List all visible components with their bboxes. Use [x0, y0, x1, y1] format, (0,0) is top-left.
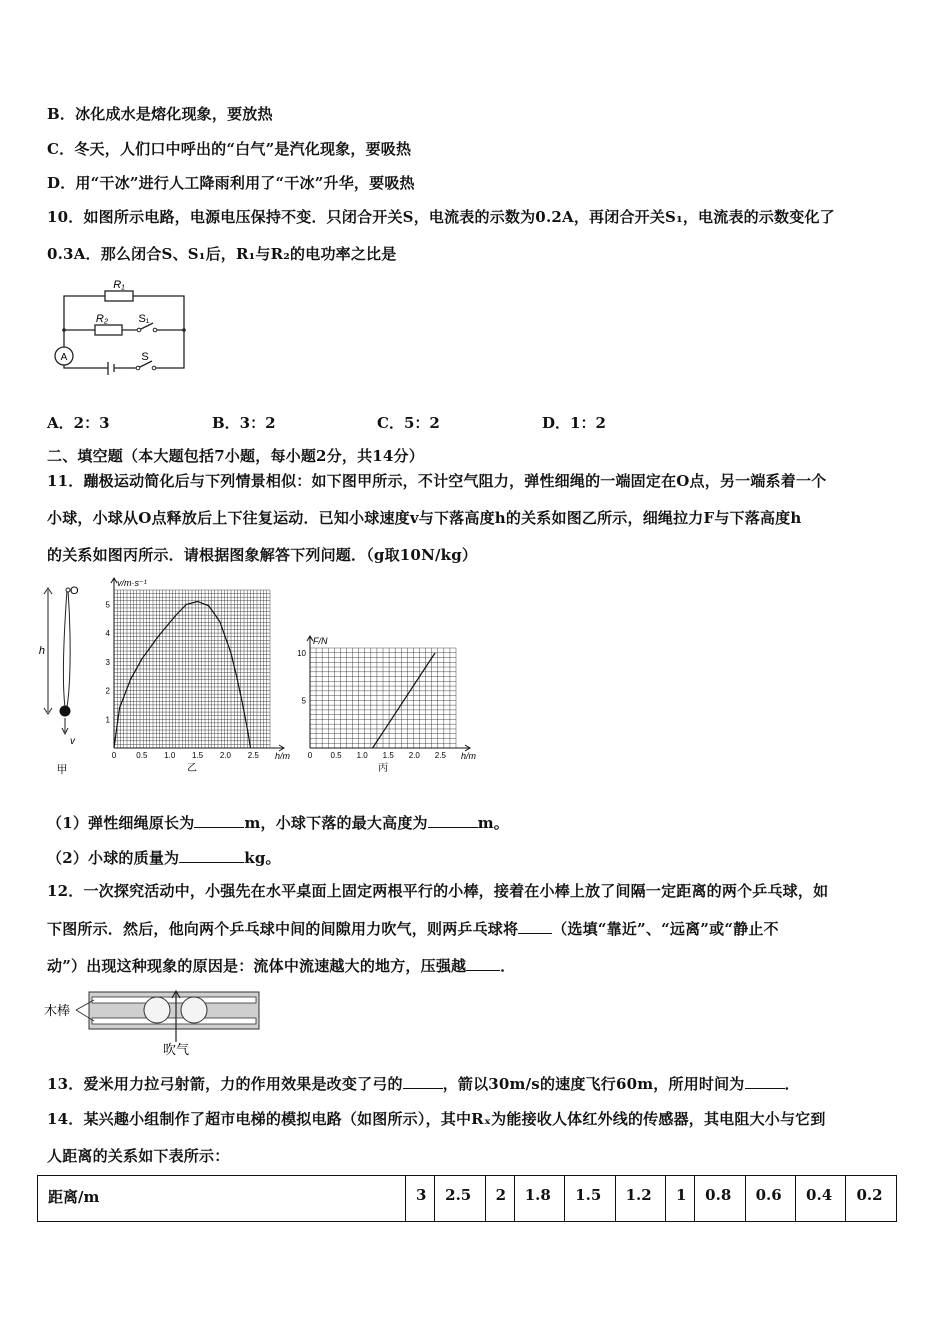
q11-sub2-text-a: （2）小球的质量为 [47, 849, 180, 867]
blank-max-height[interactable] [428, 813, 478, 828]
q14-line-1: 14．某兴趣小组制作了超市电梯的模拟电路（如图所示），其中Rₓ为能接收人体红外线的传感器，其电阻大小与它到 [47, 1110, 826, 1128]
q10-option-b: B．3：2 [212, 414, 276, 432]
y-tick-label: 1 [105, 715, 110, 725]
y-tick-label: 2 [105, 686, 110, 696]
q12-line2-text-b: （选填“靠近”、“远离”或“静止不 [552, 920, 779, 938]
s-label: S [141, 351, 149, 363]
q11-line-1: 11．蹦极运动简化后与下列情景相似：如下图甲所示，不计空气阻力，弹性细绳的一端固定在O点，另一端系着一个 [47, 472, 827, 490]
table-header-cell: 距离/m [38, 1176, 406, 1222]
q10-line-1: 10．如图所示电路，电源电压保持不变．只闭合开关S，电流表的示数为0.2A，再闭合开关S₁，电流表的示数变化了 [47, 208, 835, 226]
q12-line-2 [47, 918, 779, 939]
q13-text-b: ，箭以30m/s的速度飞行60m，所用时间为 [442, 1075, 745, 1093]
x-tick-label: 2.0 [219, 751, 231, 760]
q10-option-c: C．5：2 [377, 414, 440, 432]
h-label: h [38, 645, 45, 657]
q14-line-2: 人距离的关系如下表所示： [47, 1147, 230, 1165]
distance-table [37, 1175, 897, 1222]
q10-line-2: 0.3A．那么闭合S、S₁后，R₁与R₂的电功率之比是 [47, 245, 397, 263]
q11-sub1-text-c: m。 [477, 814, 510, 832]
table-cell: 0.4 [796, 1176, 846, 1222]
x-tick-label: 2.0 [408, 751, 420, 760]
y-tick-label: 5 [301, 696, 306, 706]
chart-bing [298, 626, 478, 776]
table-cell: 0.2 [846, 1176, 897, 1222]
q11-line-3: 的关系如图丙所示．请根据图象解答下列问题．（g取10N/kg） [47, 546, 478, 564]
x-tick-label: 1.5 [192, 751, 204, 760]
q10-option-d: D．1：2 [542, 414, 606, 432]
q13-text-a: 13．爱米用力拉弓射箭，力的作用效果是改变了弓的 [47, 1075, 403, 1093]
table-cell: 0.6 [745, 1176, 795, 1222]
q9-option-d: D．用“干冰”进行人工降雨利用了“干冰”升华，要吸热 [47, 174, 415, 192]
x-tick-label: 1.0 [356, 751, 368, 760]
blank-pressure[interactable] [466, 956, 500, 971]
table-cell: 0.8 [695, 1176, 745, 1222]
y-axis-label: v/m·s⁻¹ [117, 578, 147, 588]
caption-jia: 甲 [56, 764, 68, 776]
table-cell: 2.5 [435, 1176, 485, 1222]
blank-bow[interactable] [403, 1074, 443, 1089]
q11-sub1-text-b: m，小球下落的最大高度为 [244, 814, 428, 832]
chart-yi [100, 576, 300, 776]
y-tick-label: 4 [105, 629, 110, 639]
v-label: v [70, 736, 75, 747]
x-tick-label: 2.5 [434, 751, 446, 760]
q11-sub1-text-a: （1）弹性细绳原长为 [47, 814, 195, 832]
x-tick-label: 1.0 [164, 751, 176, 760]
table-cell: 3 [406, 1176, 435, 1222]
ammeter-label: A [60, 352, 68, 363]
x-tick-label: 0 [111, 751, 117, 760]
y-tick-label: 10 [297, 648, 306, 658]
table-cell: 1 [666, 1176, 695, 1222]
q12-line3-text-a: 动”）出现这种现象的原因是：流体中流速越大的地方，压强越 [47, 957, 467, 975]
point-o-label: O [70, 585, 79, 597]
x-tick-label: 2.5 [247, 751, 259, 760]
stick-label: 木棒 [44, 1003, 71, 1018]
r2-label: R₂ [95, 313, 109, 325]
chart-caption: 丙 [378, 763, 388, 774]
q11-sub2-text-b: kg。 [244, 849, 281, 867]
y-tick-label: 3 [105, 657, 110, 667]
table-row [38, 1176, 897, 1222]
table-cell: 1.2 [615, 1176, 665, 1222]
r1-label: R₁ [113, 279, 125, 291]
x-tick-label: 1.5 [382, 751, 394, 760]
y-axis-label: F/N [313, 636, 328, 646]
blow-label: 吹气 [162, 1042, 190, 1057]
q12-line-3 [47, 955, 515, 976]
q9-option-c: C．冬天，人们口中呼出的“白气”是汽化现象，要吸热 [47, 140, 412, 158]
blank-time[interactable] [745, 1074, 785, 1089]
q13-line [47, 1073, 800, 1094]
ping-pong-figure [44, 988, 266, 1058]
section-heading: 二、填空题（本大题包括7小题，每小题2分，共14分） [47, 447, 424, 465]
circuit-diagram [46, 278, 196, 383]
x-tick-label: 0.5 [136, 751, 148, 760]
q12-line2-text-a: 下图所示．然后，他向两个乒乓球中间的间隙用力吹气，则两乒乓球将 [47, 920, 519, 938]
x-axis-label: h/m [461, 751, 477, 761]
blank-original-length[interactable] [194, 813, 244, 828]
table-cell: 2 [485, 1176, 514, 1222]
figure-jia [40, 582, 85, 777]
s1-label: S₁ [138, 313, 150, 325]
chart-caption: 乙 [187, 763, 197, 774]
q10-option-a: A．2：3 [47, 414, 110, 432]
q12-line-1: 12．一次探究活动中，小强先在水平桌面上固定两根平行的小棒，接着在小棒上放了间隔一定距离的两个乒乓球，如 [47, 882, 829, 900]
blank-mass[interactable] [179, 848, 244, 863]
q11-sub-1 [47, 812, 509, 833]
x-axis-label: h/m [275, 751, 291, 761]
x-tick-label: 0.5 [330, 751, 342, 760]
table-cell: 1.5 [565, 1176, 615, 1222]
q13-text-c: ． [784, 1075, 800, 1093]
q11-line-2: 小球，小球从O点释放后上下往复运动．已知小球速度v与下落高度h的关系如图乙所示，细绳拉力F与下落高度h [47, 509, 802, 527]
y-tick-label: 5 [105, 600, 110, 610]
x-tick-label: 0 [307, 751, 313, 760]
q12-line3-text-b: ． [500, 957, 516, 975]
table-cell: 1.8 [514, 1176, 564, 1222]
q9-option-b: B．冰化成水是熔化现象，要放热 [47, 105, 273, 123]
blank-ball-motion[interactable] [518, 919, 552, 934]
q11-sub-2 [47, 847, 281, 868]
